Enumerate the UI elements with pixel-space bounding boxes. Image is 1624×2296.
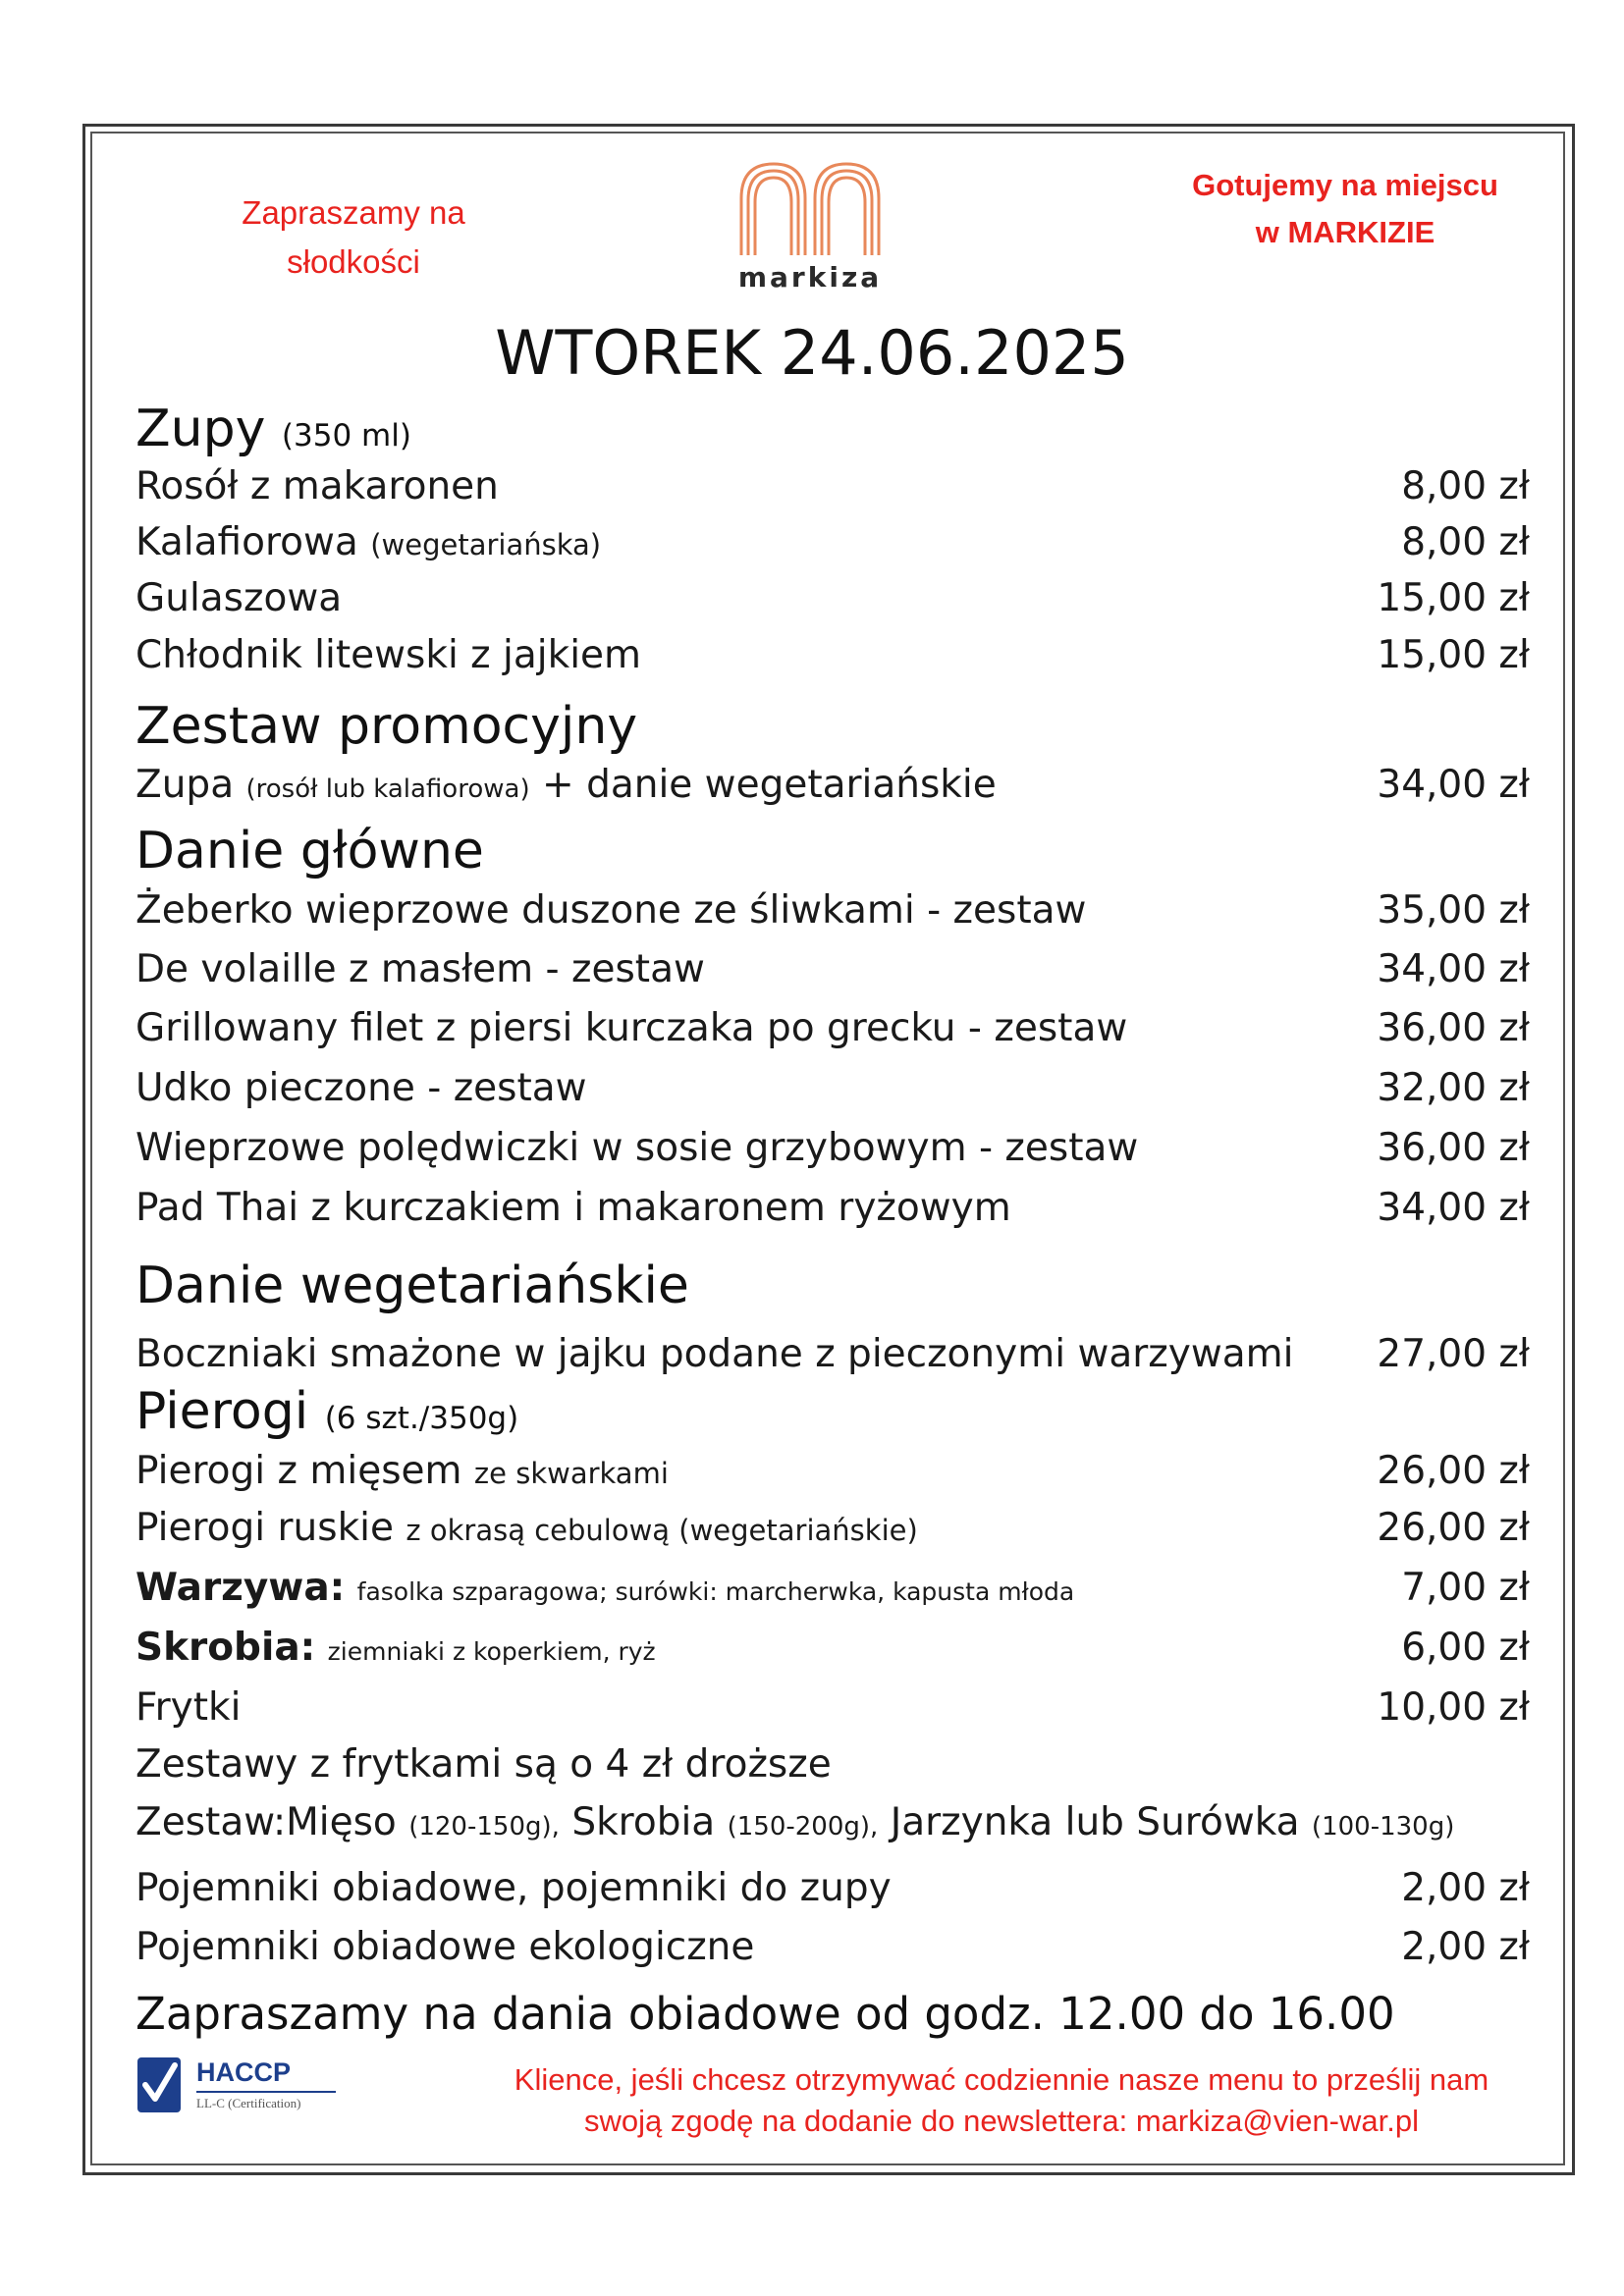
section-soups-title [135,400,411,465]
item-detail: ze skwarkami [473,1457,669,1490]
menu-row [135,1061,1530,1116]
item-price: 8,00 zł [1401,520,1530,564]
item-price: 15,00 zł [1377,576,1530,620]
item-name [135,515,601,572]
menu-row [135,1861,1530,1916]
item-price: 36,00 zł [1377,1006,1530,1050]
menu-row [135,515,1530,570]
item-name: Rosół z makaronen [135,464,499,508]
item-detail: z okrasą cebulową (wegetariańskie) [406,1514,918,1547]
sweets-line-2: słodkości [287,243,420,280]
set-starch-weight: (150-200g), [727,1812,879,1842]
item-name [135,1501,918,1558]
item-price: 27,00 zł [1377,1332,1530,1376]
menu-row [135,1621,1530,1676]
vegetables-label: Warzywa: [135,1566,346,1610]
brand-logo [717,159,903,294]
item-name: Chłodnik litewski z jajkiem [135,633,642,677]
item-name-main: Pierogi z mięsem [135,1449,462,1493]
item-detail: (rosół lub kalafiorowa) [245,774,530,804]
item-price: 35,00 zł [1377,888,1530,933]
fries-set-note [135,1737,1530,1792]
menu-row [135,942,1530,997]
menu-row [135,459,1530,514]
item-name: Udko pieczone - zestaw [135,1066,587,1110]
item-name: Wieprzowe polędwiczki w sosie grzybowym - zestaw [135,1126,1139,1170]
item-price: 34,00 zł [1377,947,1530,991]
menu-row [135,1181,1530,1236]
section-mains-title: Danie główne [135,822,484,881]
haccp-divider [196,2091,336,2093]
menu-date: WTOREK 24.06.2025 [495,317,1129,389]
item-name: Pad Thai z kurczakiem i makaronem ryżowym [135,1186,1011,1230]
item-price: 26,00 zł [1377,1449,1530,1493]
item-price: 34,00 zł [1377,763,1530,807]
starch-label: Skrobia: [135,1626,316,1670]
set-meat: Zestaw:Mięso [135,1800,397,1844]
cooking-note [1139,162,1551,256]
haccp-title: HACCP [196,2057,292,2087]
fries-set-note-text: Zestawy z frytkami są o 4 zł droższe [135,1742,832,1787]
item-name [135,1621,656,1680]
menu-row [135,1121,1530,1176]
item-name-rest: + danie wegetariańskie [542,763,997,807]
item-price: 8,00 zł [1401,464,1530,508]
item-price: 26,00 zł [1377,1506,1530,1550]
item-name: Boczniaki smażone w jajku podane z pieczonymi warzywami [135,1332,1294,1376]
cooking-line-2: w MARKIZIE [1255,215,1435,249]
section-pierogi-title [135,1382,518,1448]
section-promo-title: Zestaw promocyjny [135,697,638,756]
item-price: 7,00 zł [1401,1566,1530,1610]
set-composition [135,1795,1530,1850]
item-price: 10,00 zł [1377,1685,1530,1730]
item-name: Gulaszowa [135,576,343,620]
newsletter-line-1: Klience, jeśli chcesz otrzymywać codziennie nasze menu to prześlij nam [514,2062,1489,2097]
set-meat-weight: (120-150g), [408,1812,560,1842]
item-price: 15,00 zł [1377,633,1530,677]
item-price: 36,00 zł [1377,1126,1530,1170]
starch-detail: ziemniaki z koperkiem, ryż [327,1637,656,1666]
cooking-line-1: Gotujemy na miejscu [1192,168,1498,202]
item-name-main: Zupa [135,763,235,807]
item-name: De volaille z masłem - zestaw [135,947,705,991]
item-name: Pojemniki obiadowe, pojemniki do zupy [135,1866,892,1910]
pierogi-heading: Pierogi [135,1382,309,1441]
newsletter-line-2[interactable]: swoją zgodę na dodanie do newslettera: markiza@vien-war.pl [584,2104,1419,2138]
item-price: 32,00 zł [1377,1066,1530,1110]
set-salad: Jarzynka lub Surówka [890,1800,1300,1844]
pierogi-portion-note: (6 szt./350g) [324,1401,519,1436]
item-name [135,758,997,817]
soups-heading: Zupy [135,400,266,458]
item-name-main: Pierogi ruskie [135,1506,395,1550]
menu-row [135,1327,1530,1382]
menu-row [135,1444,1530,1499]
checkmark-badge-icon [135,2056,185,2114]
item-detail: (wegetariańska) [370,528,602,561]
menu-row [135,1920,1530,1975]
menu-row [135,883,1530,938]
item-name: Żeberko wieprzowe duszone ze śliwkami - zestaw [135,888,1087,933]
sweets-invitation [196,188,511,287]
section-veg-title: Danie wegetariańskie [135,1256,689,1315]
item-name: Frytki [135,1685,242,1730]
item-name [135,1561,1074,1620]
set-salad-weight: (100-130g) [1311,1812,1455,1842]
menu-row [135,1561,1530,1616]
menu-row [135,758,1530,813]
menu-row [135,1001,1530,1056]
markiza-logo-icon [736,159,884,257]
haccp-certification: LL-C (Certification) [196,2096,301,2110]
item-name-main: Kalafiorowa [135,520,358,564]
brand-name: markiza [737,261,883,294]
item-price: 6,00 zł [1401,1626,1530,1670]
item-price: 2,00 zł [1401,1866,1530,1910]
item-name [135,1444,669,1501]
item-name: Grillowany filet z piersi kurczaka po grecku - zestaw [135,1006,1128,1050]
set-starch: Skrobia [571,1800,716,1844]
sweets-line-1: Zapraszamy na [242,194,465,231]
vegetables-detail: fasolka szparagowa; surówki: marcherwka, kapusta młoda [356,1577,1075,1606]
set-composition-text [135,1795,1454,1854]
item-price: 34,00 zł [1377,1186,1530,1230]
menu-row [135,1681,1530,1735]
menu-row [135,571,1530,626]
item-price: 2,00 zł [1401,1925,1530,1969]
haccp-badge [135,2052,342,2120]
lunch-hours: Zapraszamy na dania obiadowe od godz. 12.00 do 16.00 [135,1988,1395,2040]
soups-volume-note: (350 ml) [281,418,411,454]
menu-row [135,628,1530,683]
newsletter-note [412,2059,1591,2142]
menu-row [135,1501,1530,1556]
item-name: Pojemniki obiadowe ekologiczne [135,1925,755,1969]
